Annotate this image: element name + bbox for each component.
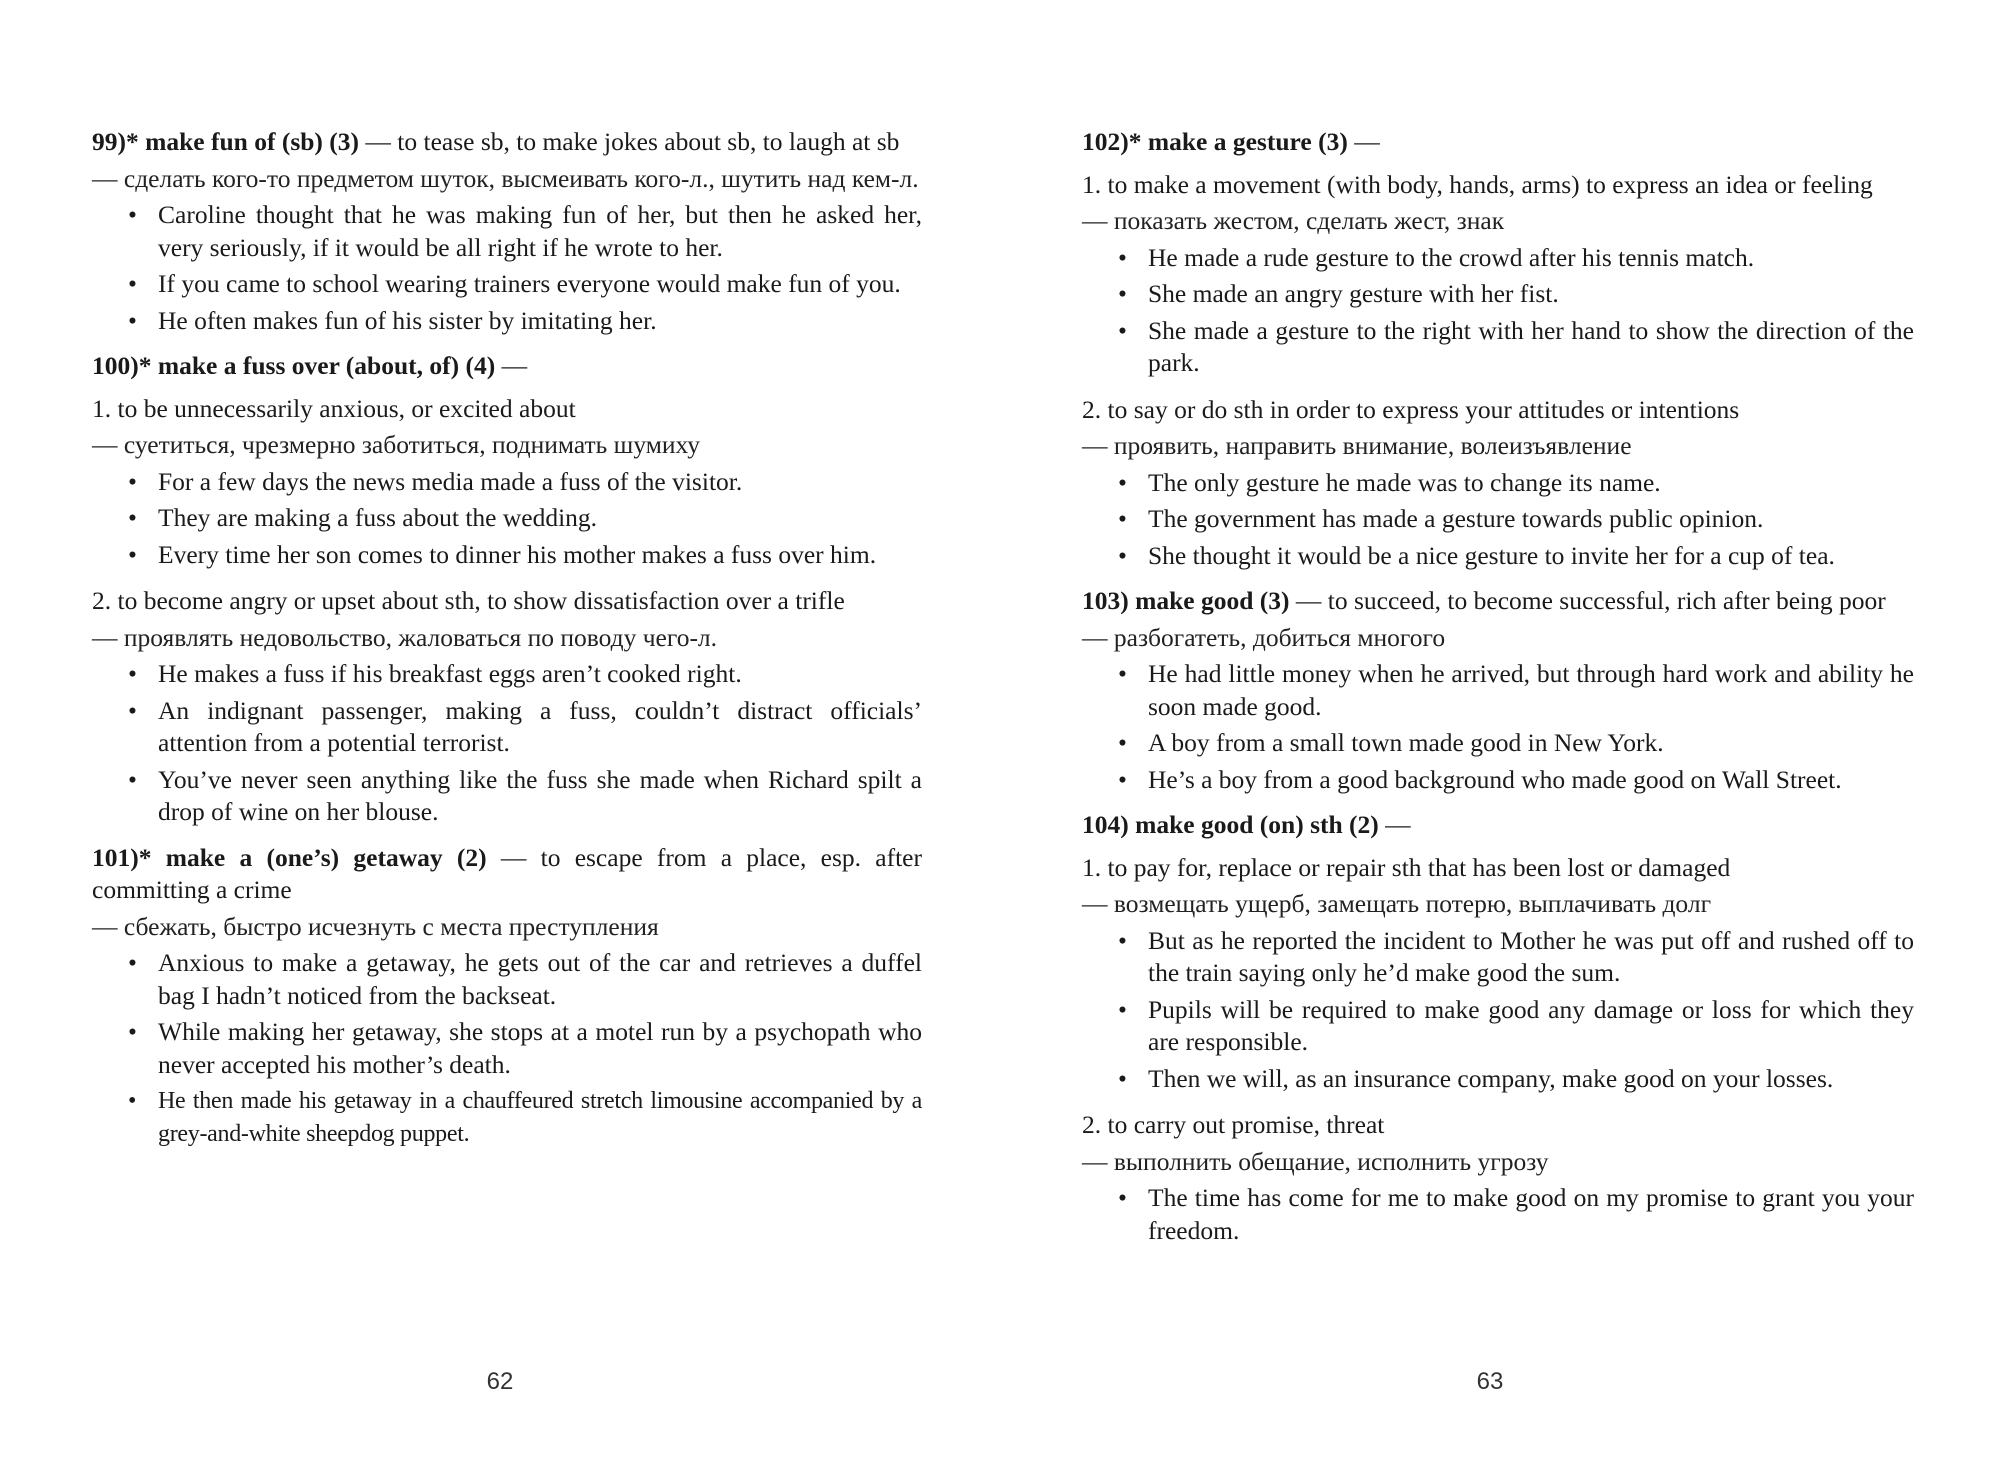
example-list	[92, 199, 922, 337]
entry-definition: —	[1378, 810, 1411, 839]
entry-heading	[92, 126, 922, 159]
example-item: • While making her getaway, she stops at a motel run by a psychopath who never accepted his mother’s death.	[92, 1016, 922, 1081]
russian-translation: — выполнить обещание, исполнить угрозу	[1082, 1146, 1549, 1176]
russian-translation: — возмещать ущерб, замещать потерю, выплачивать долг	[1082, 889, 1712, 918]
example-list	[1082, 467, 1914, 573]
sense	[92, 585, 922, 829]
entry-101	[92, 842, 922, 1151]
example-list	[1082, 242, 1914, 380]
example-item: • An indignant passenger, making a fuss, couldn’t distract officials’ attention from a potential terrorist.	[92, 695, 922, 760]
sense	[1082, 622, 1914, 797]
russian-translation: — сбежать, быстро исчезнуть с места преступления	[92, 911, 659, 941]
entry-100	[92, 350, 922, 829]
example-item: • He’s a boy from a good background who made good on Wall Street.	[1082, 764, 1914, 797]
example-item: • The government has made a gesture towards public opinion.	[1082, 503, 1914, 536]
sense	[1082, 852, 1914, 1096]
entry-103	[1082, 585, 1914, 796]
entry-definition: — to tease sb, to make jokes about sb, to laugh at sb	[359, 127, 900, 156]
example-item: • If you came to school wearing trainers everyone would make fun of you.	[92, 268, 922, 301]
example-item: • For a few days the news media made a fuss of the visitor.	[92, 466, 922, 499]
entry-heading	[92, 842, 922, 907]
sense	[92, 393, 922, 572]
example-item: • Then we will, as an insurance company, make good on your losses.	[1082, 1063, 1914, 1096]
entry-102	[1082, 126, 1914, 572]
russian-translation: — разбогатеть, добиться многого	[1082, 622, 1446, 652]
sense-definition: 1. to pay for, replace or repair sth that has been lost or damaged	[1082, 852, 1731, 882]
example-item: • Every time her son comes to dinner his mother makes a fuss over him.	[92, 539, 922, 572]
russian-translation: — сделать кого-то предметом шуток, высмеивать кого-л., шутить над кем-л.	[92, 163, 919, 193]
sense	[1082, 1109, 1914, 1247]
example-item: • She made a gesture to the right with her hand to show the direction of the park.	[1082, 315, 1914, 380]
entry-term: 104) make good (on) sth (2)	[1082, 810, 1379, 839]
entry-99	[92, 126, 922, 337]
entry-term: 100)* make a fuss over (about, of) (4)	[92, 351, 496, 380]
example-list	[92, 947, 922, 1150]
page-number: 63	[1476, 1368, 1504, 1395]
right-page	[1000, 0, 2000, 1482]
entry-definition: —	[495, 351, 528, 380]
example-item: • They are making a fuss about the wedding.	[92, 502, 922, 535]
entry-heading	[92, 350, 922, 383]
sense-definition: 2. to carry out promise, threat	[1082, 1110, 1385, 1139]
example-list	[1082, 1182, 1914, 1247]
example-list	[1082, 925, 1914, 1096]
example-item: • He makes a fuss if his breakfast eggs aren’t cooked right.	[92, 658, 922, 691]
entry-heading	[1082, 585, 1914, 618]
example-item: • She thought it would be a nice gesture to invite her for a cup of tea.	[1082, 540, 1914, 573]
example-item: • The time has come for me to make good on my promise to grant you your freedom.	[1082, 1182, 1914, 1247]
example-item: • He had little money when he arrived, but through hard work and ability he soon made good.	[1082, 658, 1914, 723]
sense	[1082, 394, 1914, 573]
example-item: • He often makes fun of his sister by imitating her.	[92, 305, 922, 338]
entry-heading	[1082, 809, 1914, 842]
example-item: • Pupils will be required to make good any damage or loss for which they are responsible.	[1082, 994, 1914, 1059]
example-item: • She made an angry gesture with her fist.	[1082, 278, 1914, 311]
entry-definition: —	[1347, 127, 1380, 156]
entry-104	[1082, 809, 1914, 1247]
entry-heading	[1082, 126, 1914, 159]
entry-definition: — to escape from a place, esp. after committing a crime	[92, 842, 922, 904]
example-item: • Caroline thought that he was making fun of her, but then he asked her, very seriously, if it would be all right if he wrote to her.	[92, 199, 922, 264]
page-number: 62	[486, 1368, 514, 1395]
sense-definition: 1. to make a movement (with body, hands, arms) to express an idea or feeling	[1082, 169, 1873, 199]
example-item: • The only gesture he made was to change its name.	[1082, 467, 1914, 500]
example-item: • A boy from a small town made good in New York.	[1082, 727, 1914, 760]
right-page-text	[1082, 126, 1914, 1251]
russian-translation: — показать жестом, сделать жест, знак	[1082, 206, 1505, 235]
sense	[92, 163, 922, 338]
russian-translation: — проявить, направить внимание, волеизъявление	[1082, 431, 1632, 460]
example-list	[92, 658, 922, 829]
example-list	[92, 466, 922, 572]
example-item: • He then made his getaway in a chauffeured stretch limousine accompanied by a grey-and-white sheepdog puppet.	[92, 1085, 922, 1150]
entry-term: 99)* make fun of (sb) (3)	[92, 127, 360, 156]
example-item: • But as he reported the incident to Mother he was put off and rushed off to the train saying only he’d make good the sum.	[1082, 925, 1914, 990]
example-item: • You’ve never seen anything like the fuss she made when Richard spilt a drop of wine on her blouse.	[92, 764, 922, 829]
russian-translation: — проявлять недовольство, жаловаться по поводу чего-л.	[92, 622, 718, 652]
entry-term: 103) make good (3)	[1082, 586, 1290, 615]
example-list	[1082, 658, 1914, 796]
sense-definition: 2. to become angry or upset about sth, to show dissatisfaction over a trifle	[92, 586, 845, 615]
sense	[92, 911, 922, 1151]
example-item: • He made a rude gesture to the crowd after his tennis match.	[1082, 242, 1914, 275]
entry-definition: — to succeed, to become successful, rich after being poor	[1289, 586, 1886, 615]
example-item: • Anxious to make a getaway, he gets out of the car and retrieves a duffel bag I hadn’t noticed from the backseat.	[92, 947, 922, 1012]
left-page-text	[92, 126, 922, 1154]
entry-term: 102)* make a gesture (3)	[1082, 127, 1348, 156]
sense	[1082, 169, 1914, 380]
sense-definition: 2. to say or do sth in order to express your attitudes or intentions	[1082, 394, 1740, 424]
russian-translation: — суетиться, чрезмерно заботиться, поднимать шумиху	[92, 430, 701, 459]
entry-term: 101)* make a (one’s) getaway (2)	[92, 842, 487, 872]
sense-definition: 1. to be unnecessarily anxious, or excited about	[92, 393, 576, 423]
